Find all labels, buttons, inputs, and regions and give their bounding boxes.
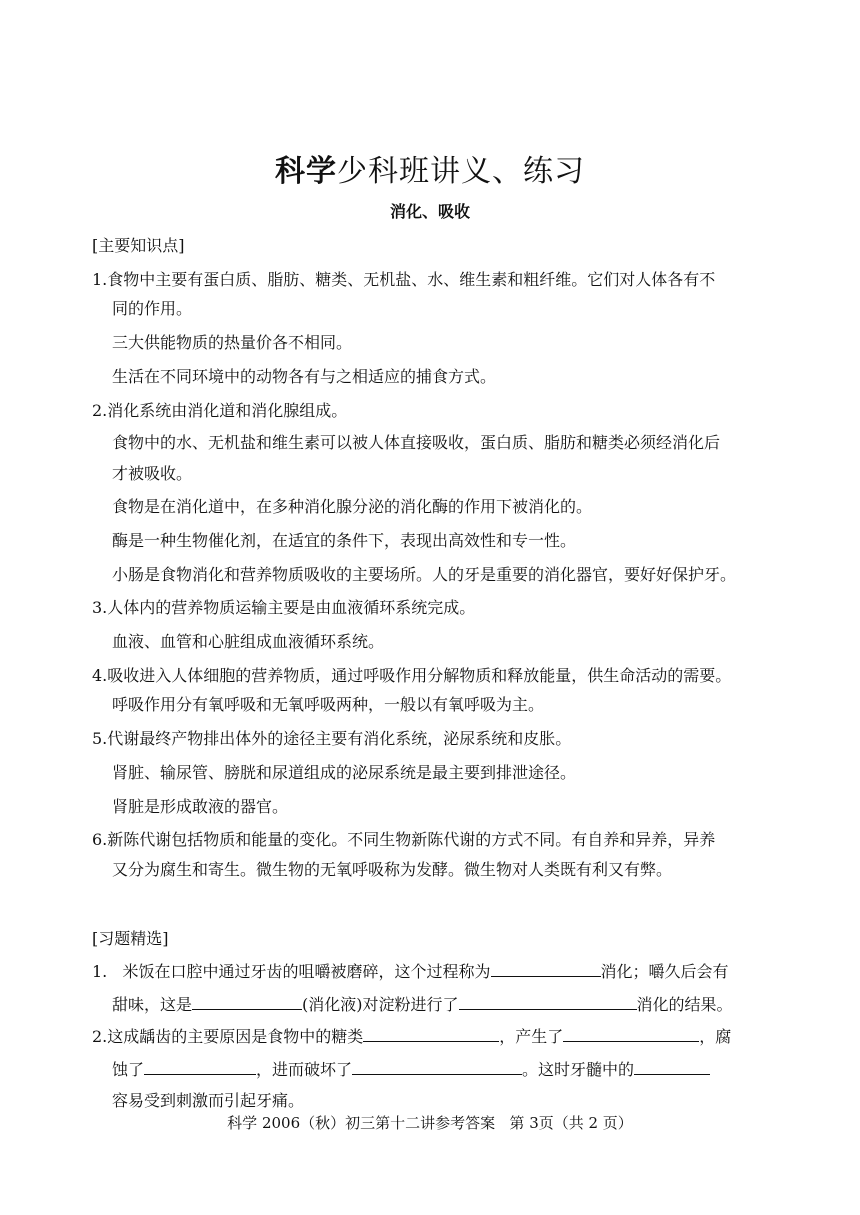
answer-blank [491, 959, 601, 977]
knowledge-line: 小肠是食物消化和营养物质吸收的主要场所。人的牙是重要的消化器官，要好好保护牙。 [112, 565, 737, 584]
knowledge-line: 酶是一种生物催化剂，在适宜的条件下，表现出高效性和专一性。 [112, 531, 577, 550]
knowledge-line: 同的作用。 [112, 299, 193, 318]
knowledge-line: 又分为腐生和寄生。微生物的无氧呼吸称为发酵。微生物对人类既有利又有弊。 [112, 860, 673, 879]
answer-blank [634, 1057, 710, 1075]
question-2-line-3: 容易受到刺激而引起牙痛。 [112, 1091, 305, 1110]
answer-blank [459, 992, 637, 1010]
question-text: (消化液)对淀粉进行了 [302, 995, 459, 1014]
knowledge-line: 血液、血管和心脏组成血液循环系统。 [112, 632, 385, 651]
exercises-heading: [习题精选] [92, 929, 169, 948]
answer-blank [363, 1024, 499, 1042]
knowledge-line: 肾脏是形成敢液的器官。 [112, 797, 289, 816]
question-text: ，进而破坏了 [256, 1060, 353, 1079]
question-text: 消化的结果。 [636, 995, 733, 1014]
knowledge-line: 呼吸作用分有氧呼吸和无氧呼吸两种，一般以有氧呼吸为主。 [112, 695, 545, 714]
question-1-line-1 [92, 959, 729, 984]
answer-blank [352, 1057, 522, 1075]
question-text: 甜味，这是 [112, 995, 193, 1014]
knowledge-line: 三大供能物质的热量价各不相同。 [112, 333, 353, 352]
page-title [0, 152, 860, 192]
question-text: ，腐 [699, 1027, 732, 1046]
question-text: 蚀了 [112, 1060, 145, 1079]
knowledge-line: 3.人体内的营养物质运输主要是由血液循环系统完成。 [92, 598, 476, 617]
question-text: ，产生了 [499, 1027, 564, 1046]
question-text: 2.这成龋齿的主要原因是食物中的糖类 [92, 1027, 364, 1046]
knowledge-line: 才被吸收。 [112, 464, 193, 483]
page-footer: 科学 2006（秋）初三第十二讲参考答案 第 3页（共 2 页） [227, 1114, 633, 1132]
answer-blank [144, 1057, 256, 1075]
page-title-rest: 少科班讲义、练习 [337, 154, 585, 189]
knowledge-line: 6.新陈代谢包括物质和能量的变化。不同生物新陈代谢的方式不同。有自养和异养，异养 [92, 830, 716, 849]
knowledge-line: 肾脏、输尿管、膀胱和尿道组成的泌尿系统是最主要到排泄途径。 [112, 763, 577, 782]
question-2-line-1 [92, 1024, 731, 1049]
knowledge-line: 生活在不同环境中的动物各有与之相适应的捕食方式。 [112, 367, 497, 386]
page-subtitle: 消化、吸收 [389, 202, 470, 221]
question-text: 1. 米饭在口腔中通过牙齿的咀嚼被磨碎，这个过程称为 [92, 962, 491, 981]
page-title-bold: 科学 [275, 154, 337, 189]
knowledge-line: 5.代谢最终产物排出体外的途径主要有消化系统，泌尿系统和皮胀。 [92, 729, 572, 748]
knowledge-line: 1.食物中主要有蛋白质、脂肪、糖类、无机盐、水、维生素和粗纤维。它们对人体各有不 [92, 270, 716, 289]
answer-blank [563, 1024, 699, 1042]
answer-blank [192, 992, 302, 1010]
knowledge-line: 食物中的水、无机盐和维生素可以被人体直接吸收，蛋白质、脂肪和糖类必须经消化后 [112, 433, 721, 452]
knowledge-line: 4.吸收进入人体细胞的营养物质，通过呼吸作用分解物质和释放能量，供生命活动的需要。 [92, 666, 732, 685]
question-1-line-2 [112, 992, 733, 1017]
question-text: 消化；嚼久后会有 [600, 962, 729, 981]
knowledge-heading: [主要知识点] [92, 236, 185, 255]
question-text: 。这时牙髓中的 [522, 1060, 635, 1079]
knowledge-line: 2.消化系统由消化道和消化腺组成。 [92, 401, 348, 420]
question-2-line-2 [112, 1057, 710, 1082]
knowledge-line: 食物是在消化道中，在多种消化腺分泌的消化酶的作用下被消化的。 [112, 497, 593, 516]
